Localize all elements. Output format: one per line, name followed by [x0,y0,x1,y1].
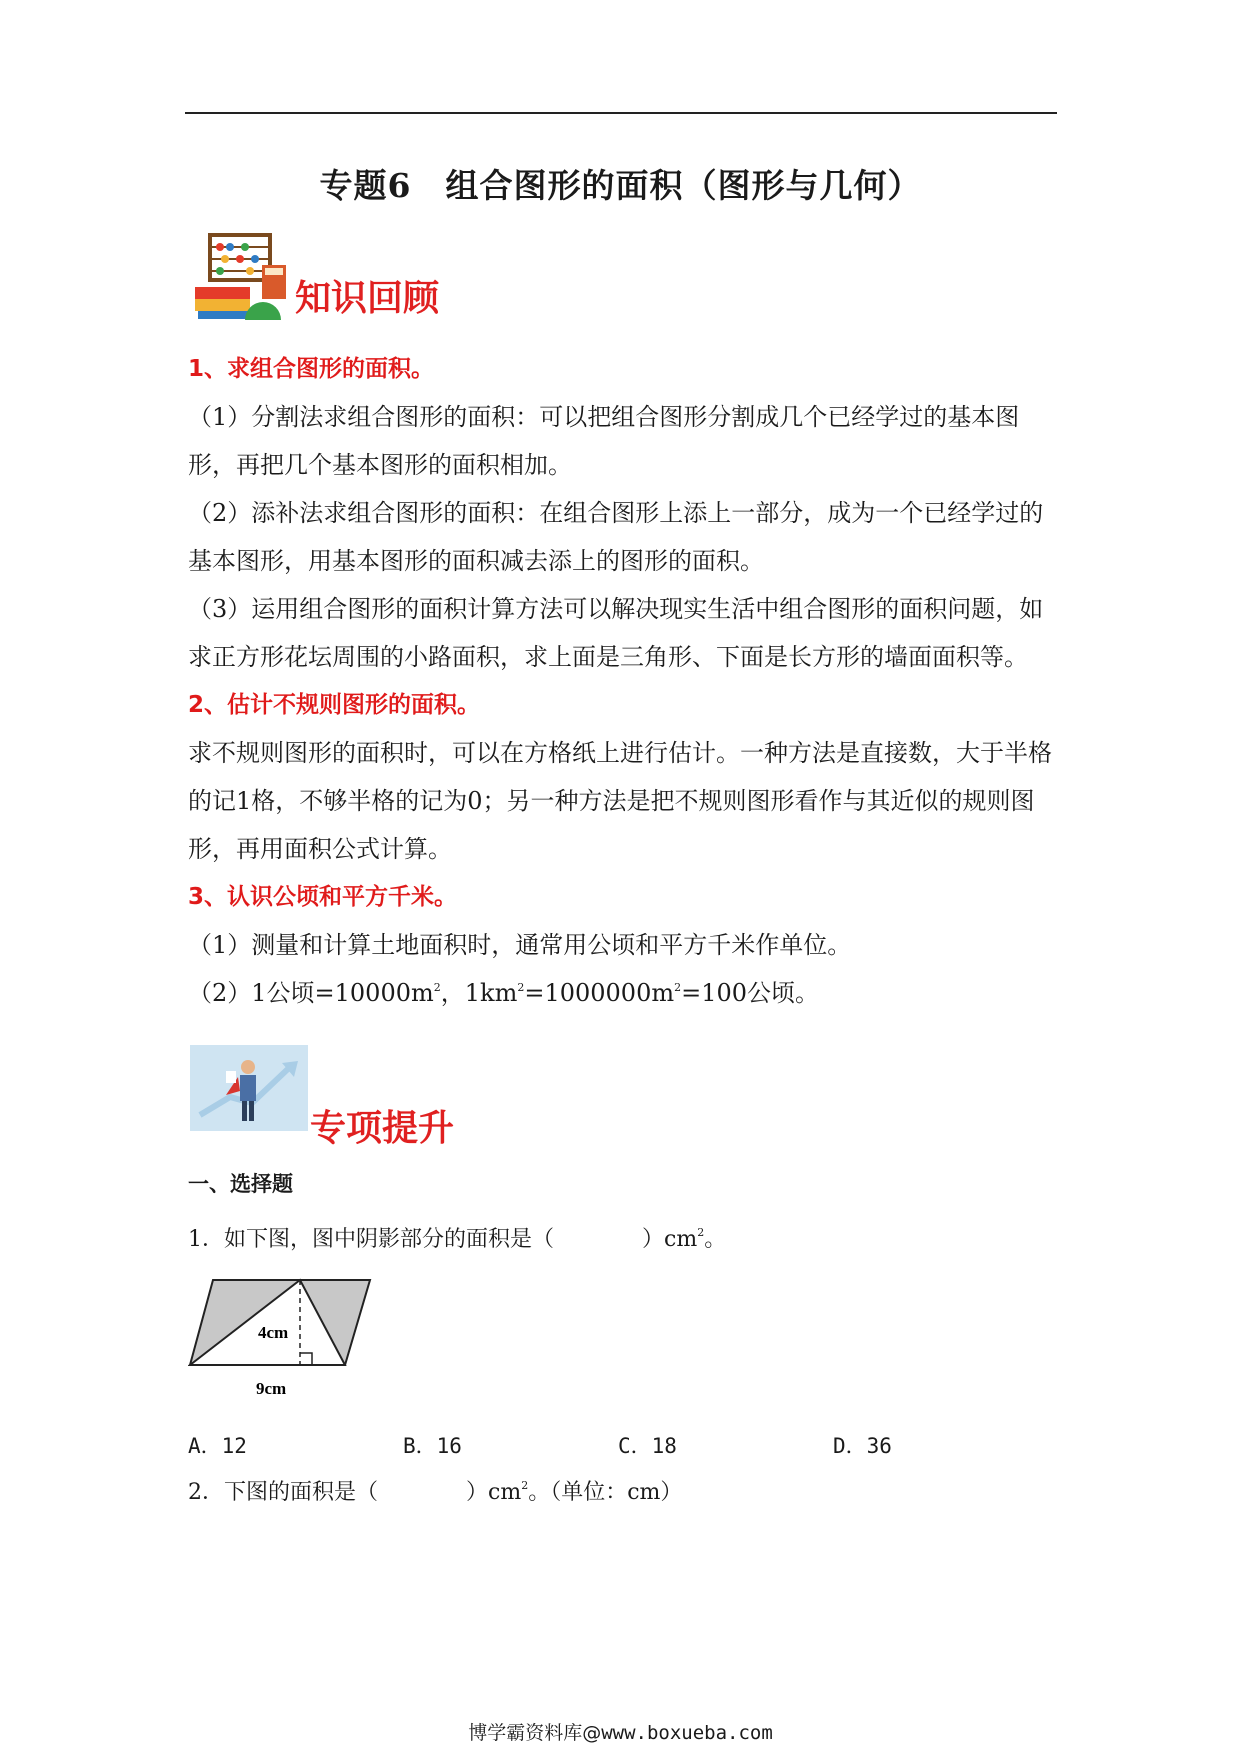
footer [0,1718,1241,1745]
knowledge-heading-2: 2、估计不规则图形的面积。 [188,692,481,718]
knowledge-paragraph-5: （1）测量和计算土地面积时，通常用公顷和平方千米作单位。 [188,931,852,959]
special-improvement-label: 专项提升 [310,1107,455,1149]
question-2: 2．下图的面积是（ ）$cm^2$。（单位：cm） [188,1479,683,1505]
knowledge-heading-1: 1、求组合图形的面积。 [188,356,435,382]
base-label: 9cm [256,1379,287,1398]
question-1: 1．如下图，图中阴影部分的面积是（ ）$cm^2$。 [188,1226,727,1252]
footer-url[interactable]: www.boxueba.com [601,1722,773,1744]
header-rule [185,112,1057,114]
knowledge-paragraph-4: 求不规则图形的面积时，可以在方格纸上进行估计。一种方法是直接数，大于半格的记1格，不够半格的记为0；另一种方法是把不规则图形看作与其近似的规则图形，再用面积公式计算。 [188,739,1052,863]
option-a[interactable]: A．12 [188,1434,247,1458]
option-c[interactable]: C．18 [618,1434,677,1458]
knowledge-paragraph-1: （1）分割法求组合图形的面积：可以把组合图形分割成几个已经学过的基本图形，再把几个基本图形的面积相加。 [188,403,1020,479]
special-improvement-banner [190,1045,610,1155]
page-title: 专题6 组合图形的面积（图形与几何） [319,166,922,205]
knowledge-review-banner [190,225,610,335]
knowledge-content [188,345,1058,1017]
option-d[interactable]: D．36 [833,1434,892,1458]
knowledge-paragraph-6: （2）1公顷$=10000m^2$，$1km^2=1000000m^2=100$公顷。 [188,979,820,1007]
knowledge-heading-3: 3、认识公顷和平方千米。 [188,884,458,910]
knowledge-paragraph-3: （3）运用组合图形的面积计算方法可以解决现实生活中组合图形的面积问题，如求正方形花坛周围的小路面积，求上面是三角形、下面是长方形的墙面面积等。 [188,595,1044,671]
option-b[interactable]: B．16 [403,1434,462,1458]
parallelogram-figure [188,1275,378,1400]
rising-person-icon [190,1045,308,1131]
knowledge-review-label: 知识回顾 [295,277,440,319]
exercise-heading: 一、选择题 [188,1172,293,1196]
height-label: 4cm [258,1323,289,1342]
knowledge-paragraph-2: （2）添补法求组合图形的面积：在组合图形上添上一部分，成为一个已经学过的基本图形，用基本图形的面积减去添上的图形的面积。 [188,499,1044,575]
abacus-calculator-icon [190,225,290,325]
footer-brand: 博学霸资料库@ [468,1722,602,1744]
